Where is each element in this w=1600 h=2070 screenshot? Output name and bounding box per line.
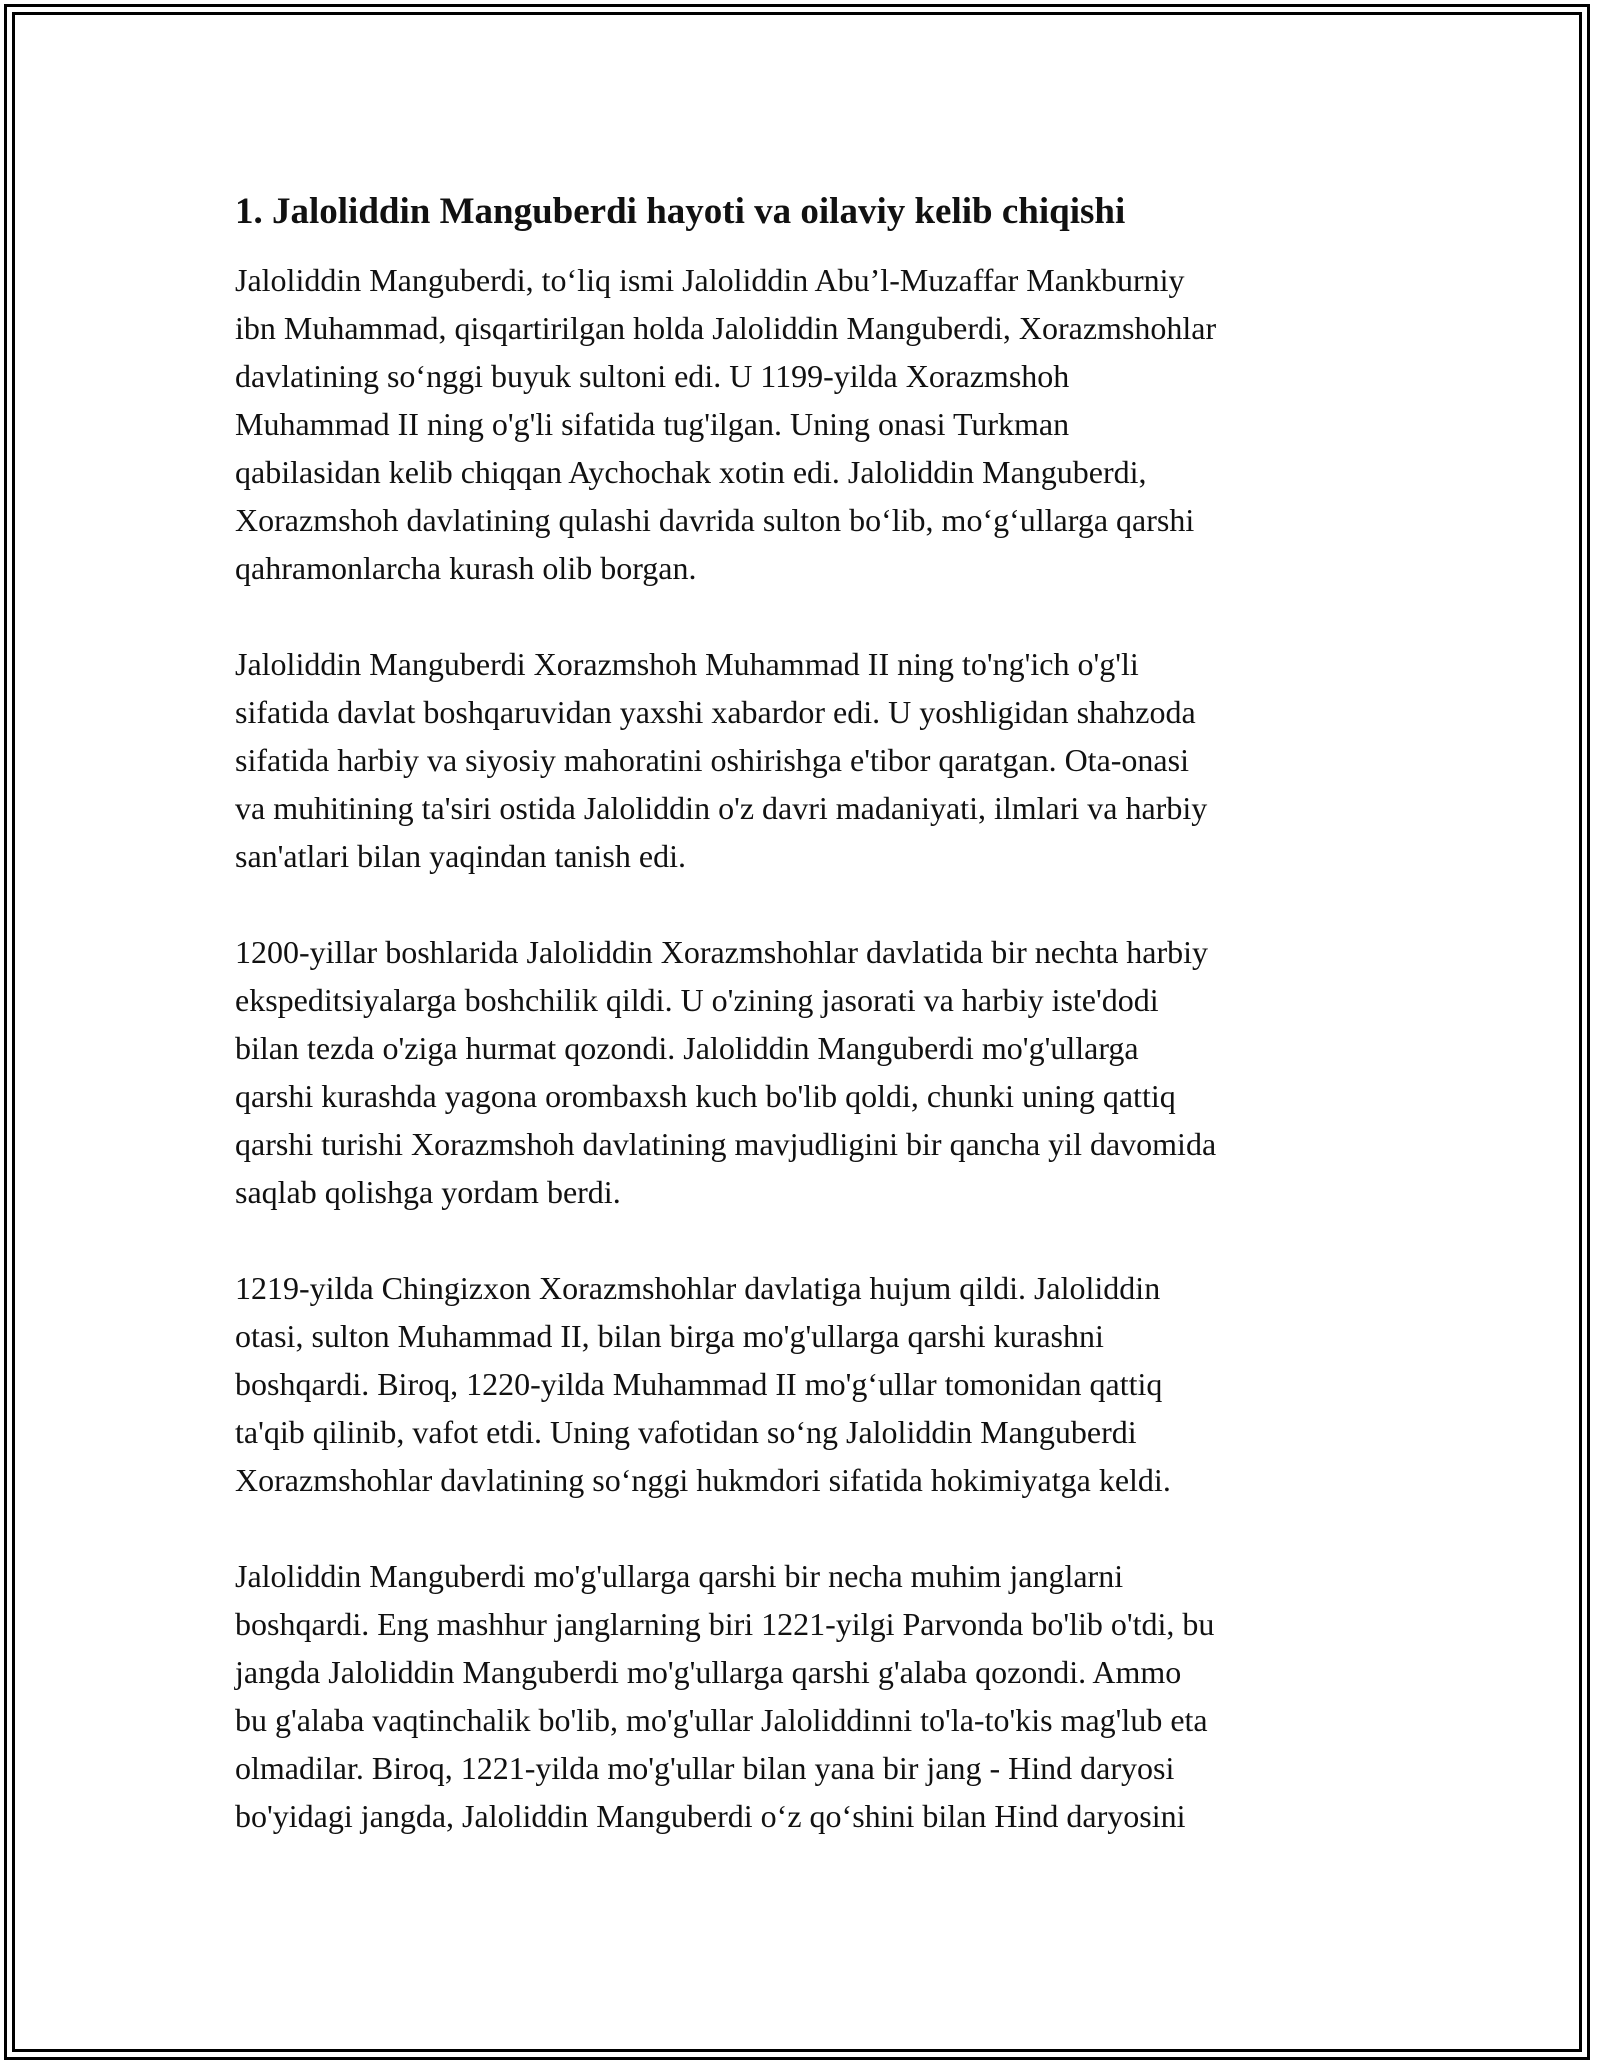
text-line: Jaloliddin Manguberdi Xorazmshoh Muhammad II ning to'ng'ich o'g'li <box>235 646 1139 682</box>
text-line: bu g'alaba vaqtinchalik bo'lib, mo'g'ullar Jaloliddinni to'la-to'kis mag'lub eta <box>235 1702 1208 1738</box>
text-line: boshqardi. Biroq, 1220-yilda Muhammad II mo'g‘ullar tomonidan qattiq <box>235 1366 1163 1402</box>
text-line: olmadilar. Biroq, 1221-yilda mo'g'ullar bilan yana bir jang - Hind daryosi <box>235 1750 1175 1786</box>
text-line: ekspeditsiyalarga boshchilik qildi. U o'zining jasorati va harbiy iste'dodi <box>235 982 1159 1018</box>
text-line: ibn Muhammad, qisqartirilgan holda Jaloliddin Manguberdi, Xorazmshohlar <box>235 310 1217 346</box>
text-line: Muhammad II ning o'g'li sifatida tug'ilgan. Uning onasi Turkman <box>235 406 1070 442</box>
paragraph-2 <box>235 640 1365 880</box>
text-line: otasi, sulton Muhammad II, bilan birga mo'g'ullarga qarshi kurashni <box>235 1318 1104 1354</box>
text-line: saqlab qolishga yordam berdi. <box>235 1174 621 1210</box>
text-line: davlatining so‘nggi buyuk sultoni edi. U 1199-yilda Xorazmshoh <box>235 358 1070 394</box>
text-line: qarshi kurashda yagona orombaxsh kuch bo'lib qoldi, chunki uning qattiq <box>235 1078 1176 1114</box>
paragraph-3 <box>235 928 1365 1216</box>
section-heading: 1. Jaloliddin Manguberdi hayoti va oilaviy kelib chiqishi <box>235 191 1126 232</box>
paragraph-1 <box>235 256 1365 592</box>
text-line: qarshi turishi Xorazmshoh davlatining mavjudligini bir qancha yil davomida <box>235 1126 1217 1162</box>
text-line: jangda Jaloliddin Manguberdi mo'g'ullarga qarshi g'alaba qozondi. Ammo <box>235 1654 1182 1690</box>
text-line: qabilasidan kelib chiqqan Aychochak xotin edi. Jaloliddin Manguberdi, <box>235 454 1147 490</box>
text-line: sifatida davlat boshqaruvidan yaxshi xabardor edi. U yoshligidan shahzoda <box>235 694 1196 730</box>
text-line: 1219-yilda Chingizxon Xorazmshohlar davlatiga hujum qildi. Jaloliddin <box>235 1270 1161 1306</box>
text-line: va muhitining ta'siri ostida Jaloliddin o'z davri madaniyati, ilmlari va harbiy <box>235 790 1208 826</box>
text-line: qahramonlarcha kurash olib borgan. <box>235 550 697 586</box>
text-line: Xorazmshoh davlatining qulashi davrida sulton bo‘lib, mo‘g‘ullarga qarshi <box>235 502 1195 538</box>
text-line: bilan tezda o'ziga hurmat qozondi. Jaloliddin Manguberdi mo'g'ullarga <box>235 1030 1139 1066</box>
paragraph-4 <box>235 1264 1365 1504</box>
text-line: san'atlari bilan yaqindan tanish edi. <box>235 838 686 874</box>
text-line: ta'qib qilinib, vafot etdi. Uning vafotidan so‘ng Jaloliddin Manguberdi <box>235 1414 1137 1450</box>
text-line: Jaloliddin Manguberdi, to‘liq ismi Jaloliddin Abu’l-Muzaffar Mankburniy <box>235 262 1185 298</box>
text-line: Jaloliddin Manguberdi mo'g'ullarga qarshi bir necha muhim janglarni <box>235 1558 1124 1594</box>
text-line: sifatida harbiy va siyosiy mahoratini oshirishga e'tibor qaratgan. Ota-onasi <box>235 742 1189 778</box>
document-body <box>235 188 1365 1888</box>
text-line: bo'yidagi jangda, Jaloliddin Manguberdi o‘z qo‘shini bilan Hind daryosini <box>235 1798 1186 1834</box>
text-line: Xorazmshohlar davlatining so‘nggi hukmdori sifatida hokimiyatga keldi. <box>235 1462 1171 1498</box>
text-line: boshqardi. Eng mashhur janglarning biri 1221-yilgi Parvonda bo'lib o'tdi, bu <box>235 1606 1215 1642</box>
text-line: 1200-yillar boshlarida Jaloliddin Xorazmshohlar davlatida bir nechta harbiy <box>235 934 1209 970</box>
paragraph-5 <box>235 1552 1365 1840</box>
